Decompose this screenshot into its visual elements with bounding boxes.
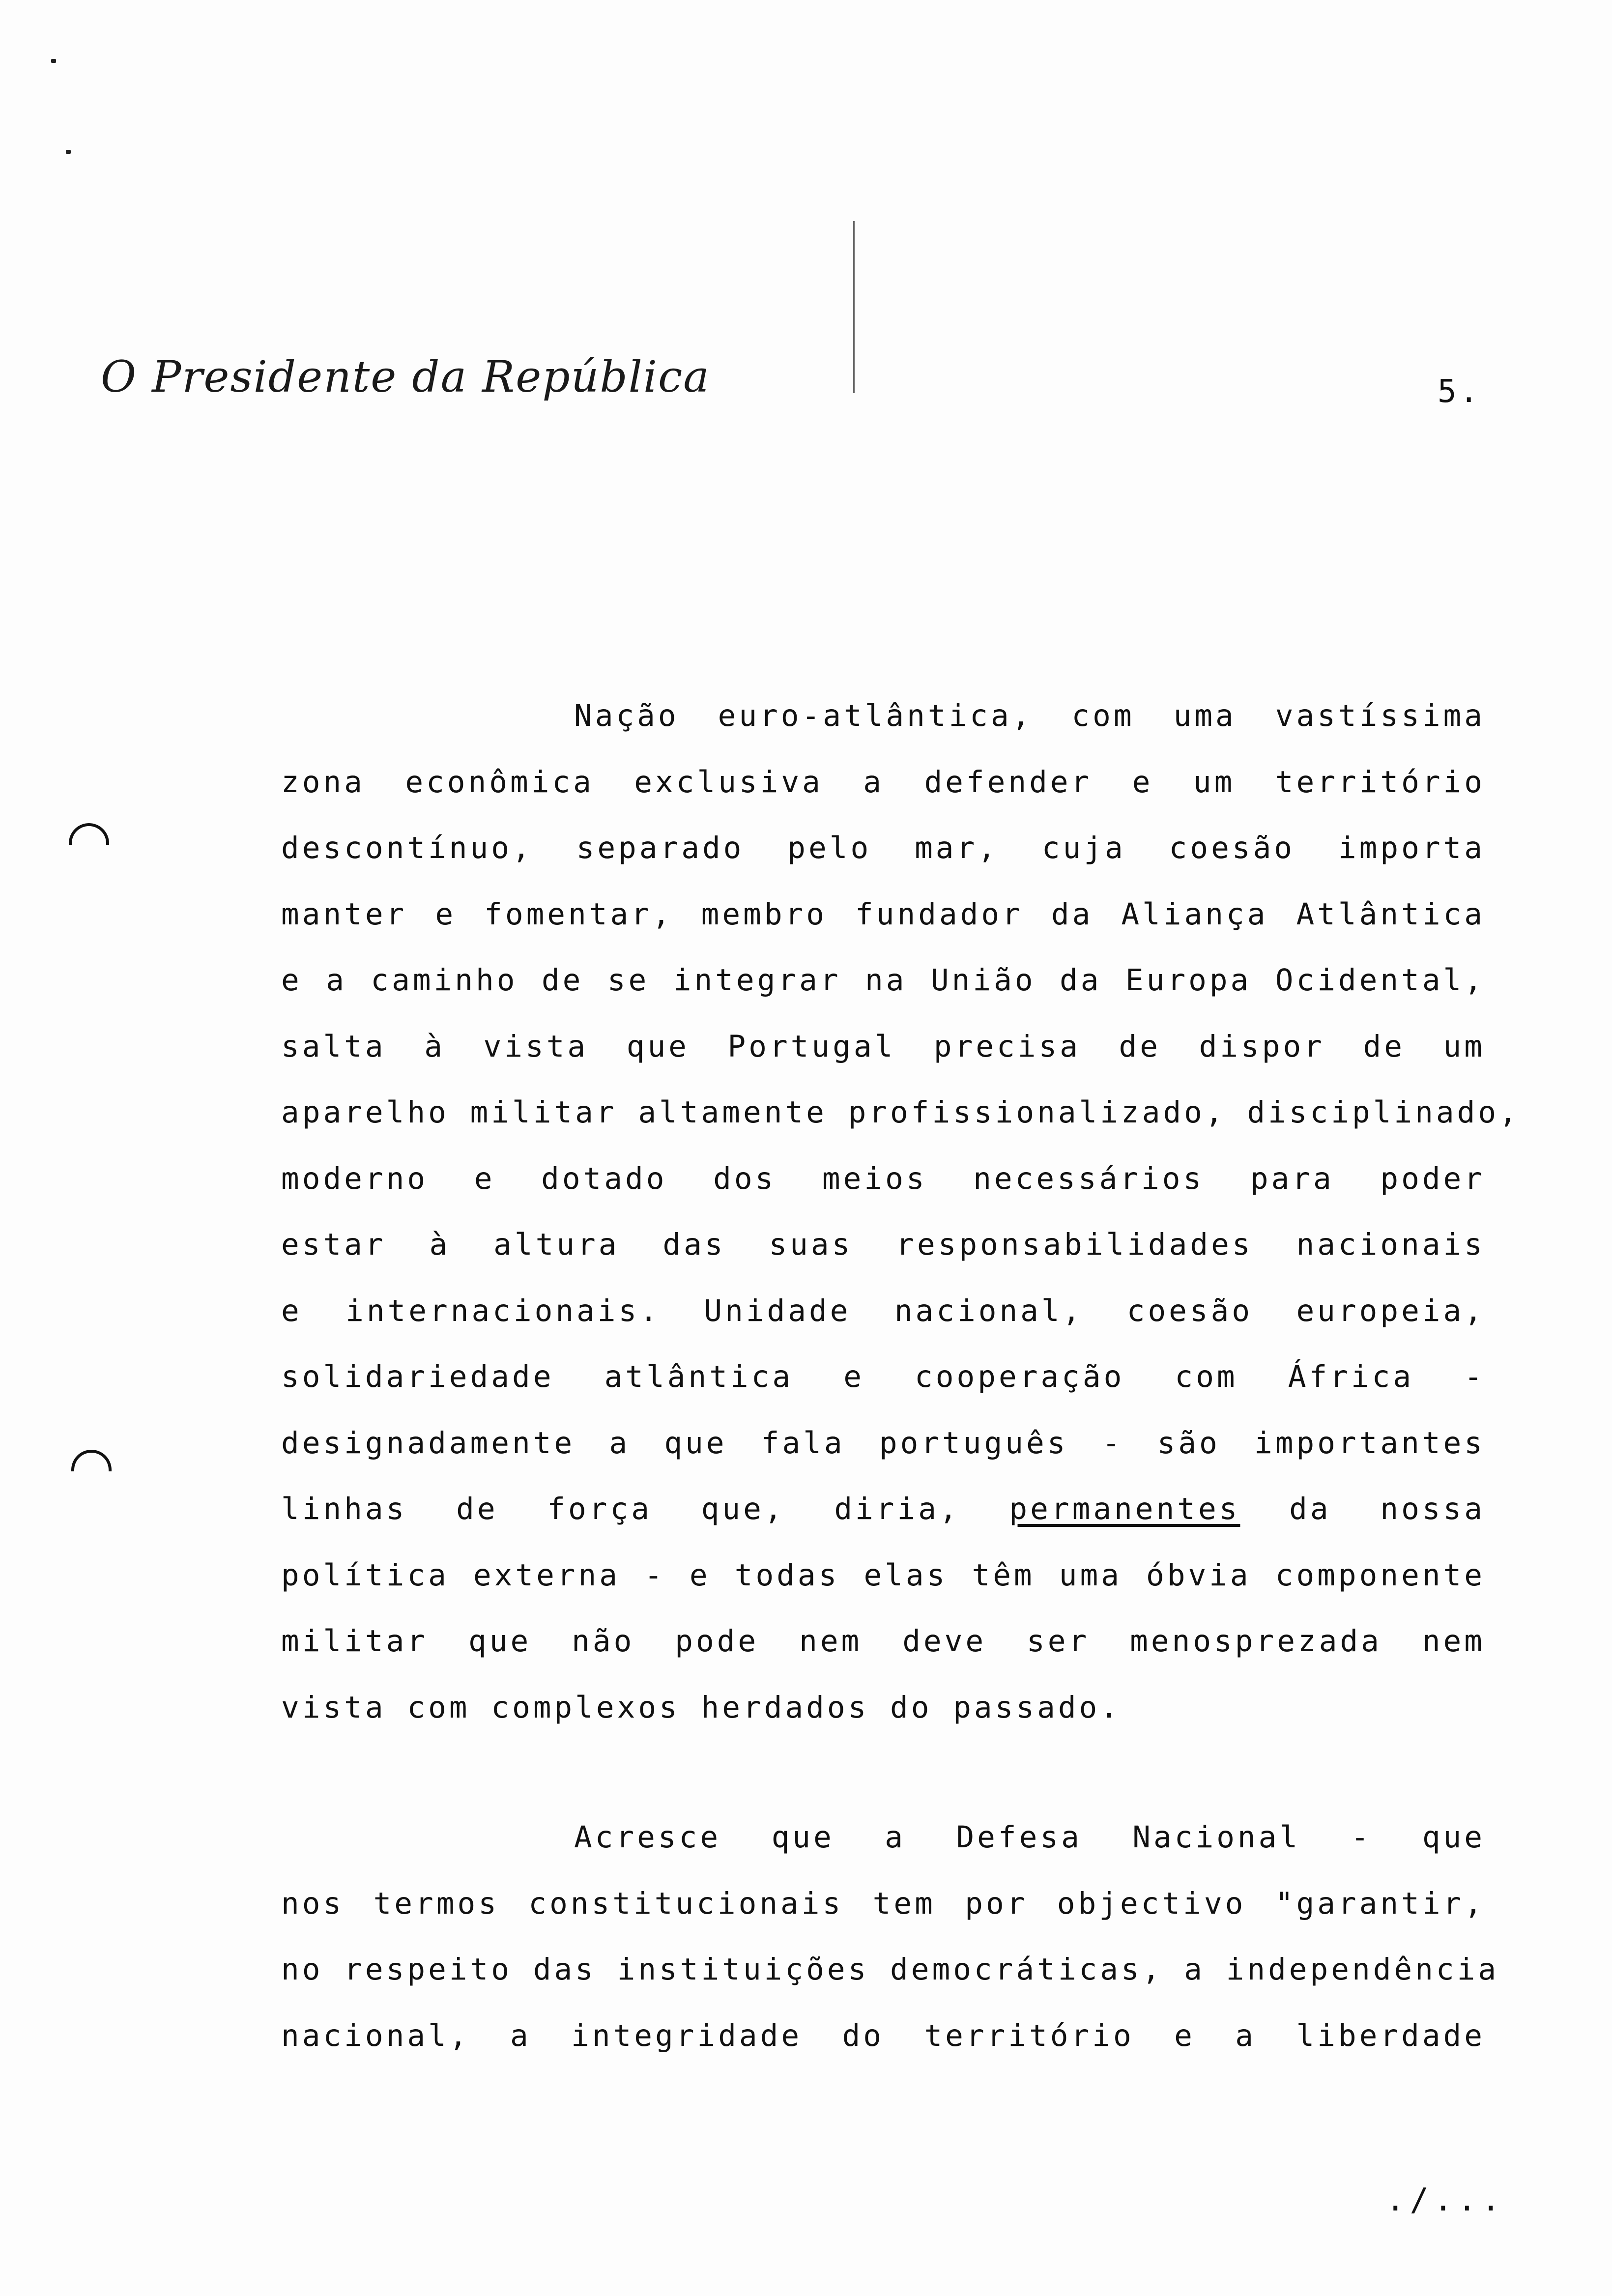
fold-line <box>853 221 855 393</box>
text-line: estar à altura das suas responsabilidades nacionais <box>281 1227 1485 1262</box>
text-line: Nação euro-atlântica, com uma vastíssima <box>574 698 1485 733</box>
underlined-word: permanentes <box>1009 1492 1240 1526</box>
margin-mark <box>66 150 71 154</box>
margin-mark <box>51 59 56 63</box>
text-line: militar que não pode nem deve ser menosprezada nem <box>281 1624 1485 1659</box>
text-line: aparelho militar altamente profissionalizado, disciplinado, <box>281 1095 1520 1130</box>
text-line: salta à vista que Portugal precisa de dispor de um <box>281 1029 1485 1064</box>
text-line: vista com complexos herdados do passado. <box>281 1690 1122 1725</box>
text-line: Acresce que a Defesa Nacional - que <box>574 1820 1485 1855</box>
paragraph-2 <box>281 1805 1499 2069</box>
paragraph-1 <box>281 683 1520 1741</box>
text-line: solidariedade atlântica e cooperação com África - <box>281 1359 1485 1394</box>
continuation-mark: ./... <box>1386 2182 1505 2218</box>
text-segment: linhas de força que, diria, <box>281 1492 960 1526</box>
page-number: 5. <box>1438 373 1482 410</box>
text-line: manter e fomentar, membro fundador da Aliança Atlântica <box>281 896 1485 932</box>
text-line: no respeito das instituições democráticas, a independência <box>281 1952 1499 1987</box>
punch-hole-mark <box>71 1450 112 1471</box>
text-line: e internacionais. Unidade nacional, coesão europeia, <box>281 1293 1485 1328</box>
text-line: zona econômica exclusiva a defender e um território <box>281 764 1485 800</box>
text-line-with-emphasis <box>281 1476 1485 1543</box>
text-line: e a caminho de se integrar na União da Europa Ocidental, <box>281 963 1485 998</box>
text-segment: da nossa <box>1289 1492 1485 1526</box>
text-line: política externa - e todas elas têm uma óbvia componente <box>281 1557 1485 1593</box>
text-line: descontínuo, separado pelo mar, cuja coesão importa <box>281 831 1485 865</box>
text-line: moderno e dotado dos meios necessários para poder <box>281 1161 1485 1196</box>
text-line: designadamente a que fala português - são importantes <box>281 1425 1485 1461</box>
text-line: nos termos constitucionais tem por objectivo "garantir, <box>281 1886 1485 1921</box>
letterhead-title: O Presidente da República <box>101 351 710 402</box>
punch-hole-mark <box>69 823 109 845</box>
text-line: nacional, a integridade do território e a liberdade <box>281 2018 1485 2053</box>
